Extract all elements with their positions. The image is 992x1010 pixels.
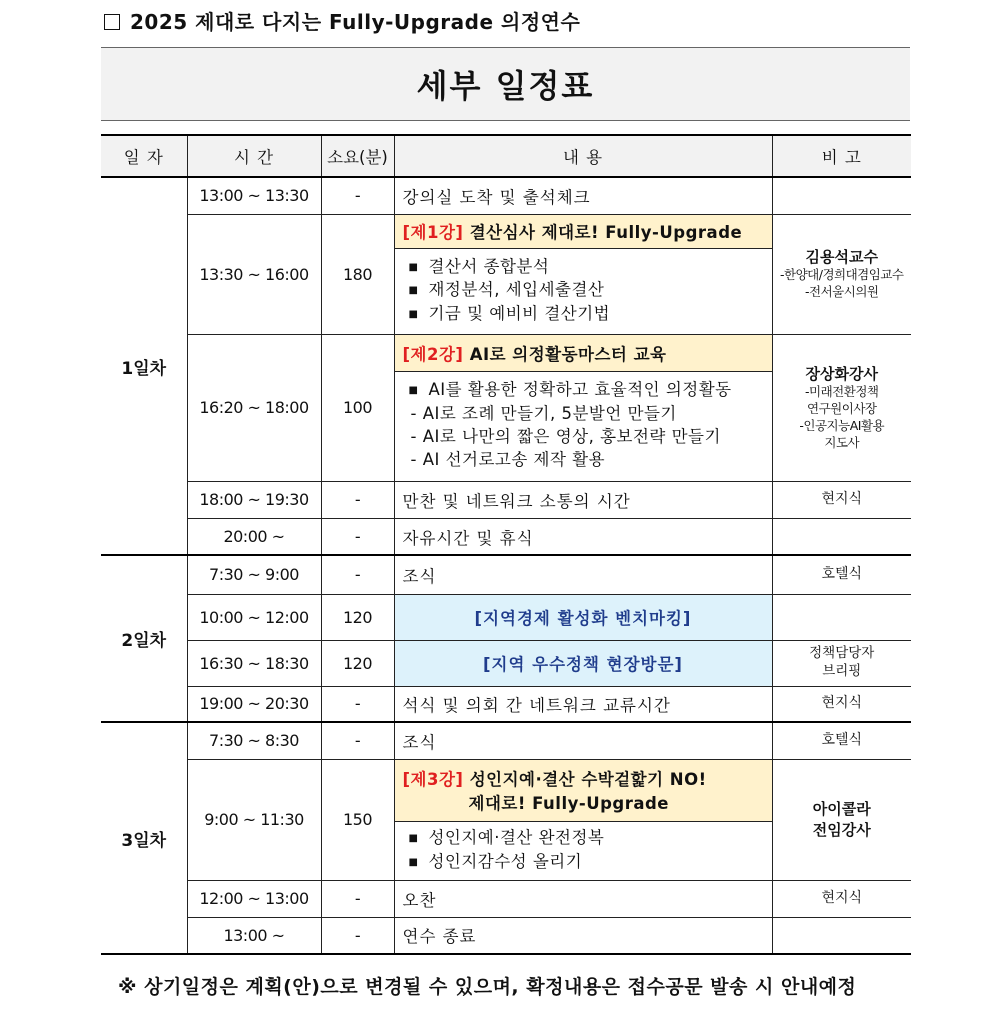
note-cell: 현지식 (772, 481, 911, 518)
note-cell (772, 177, 911, 214)
instructor-name: 김용석교수 (805, 248, 878, 266)
day-label: 2일차 (101, 555, 187, 722)
heading-text: 2025 제대로 다지는 Fully-Upgrade 의정연수 (130, 10, 581, 34)
time-cell: 13:30 ~ 16:00 (187, 214, 321, 334)
table-row (101, 880, 911, 917)
lecture-title-line2: 제대로! Fully-Upgrade (468, 794, 669, 813)
bullet-item: ■ AI를 활용한 정확하고 효율적인 의정활동 (409, 378, 764, 401)
time-cell: 7:30 ~ 9:00 (187, 555, 321, 594)
lecture-title (394, 759, 772, 821)
content-cell: 자유시간 및 휴식 (394, 518, 772, 555)
time-cell: 7:30 ~ 8:30 (187, 722, 321, 759)
content-cell: 오찬 (394, 880, 772, 917)
minutes-cell: - (321, 722, 394, 759)
minutes-cell: - (321, 917, 394, 954)
col-header-minutes: 소요(분) (321, 135, 394, 177)
table-row (101, 555, 911, 594)
title-band (101, 47, 910, 121)
table-row (101, 518, 911, 555)
lecture-title-text: 성인지예·결산 수박겉핥기 NO! (469, 770, 707, 789)
instructor-line: 아이콜라 (812, 800, 871, 819)
minutes-cell: 120 (321, 640, 394, 686)
table-row (101, 759, 911, 821)
content-cell: 조식 (394, 555, 772, 594)
note-line: 브리핑 (822, 663, 862, 679)
note-cell: 호텔식 (772, 722, 911, 759)
minutes-cell: - (321, 481, 394, 518)
lecture-title-text: AI로 의정활동마스터 교육 (469, 344, 667, 364)
instructor-detail: -인공지능AI활용 (799, 417, 885, 433)
instructor-note (772, 759, 911, 880)
page-title: 세부 일정표 (416, 67, 595, 105)
checkbox-icon (104, 14, 120, 30)
lecture-bullets (394, 821, 772, 880)
content-cell: 석식 및 의회 간 네트워크 교류시간 (394, 686, 772, 722)
minutes-cell: - (321, 177, 394, 214)
table-row (101, 594, 911, 640)
lecture-tag: [제3강] (402, 770, 464, 789)
minutes-cell: - (321, 518, 394, 555)
time-cell: 16:20 ~ 18:00 (187, 334, 321, 481)
time-cell: 10:00 ~ 12:00 (187, 594, 321, 640)
field-trip-cell: [지역경제 활성화 벤치마킹] (394, 594, 772, 640)
instructor-line: 전임강사 (812, 820, 871, 839)
bullet-item: ■ 성인지예·결산 완전정복 (409, 826, 764, 849)
document-heading (104, 6, 580, 35)
note-cell (772, 594, 911, 640)
bullet-item: ■ 재정분석, 세입세출결산 (409, 278, 764, 301)
content-cell: 강의실 도착 및 출석체크 (394, 177, 772, 214)
col-header-date: 일 자 (101, 135, 187, 177)
table-row (101, 722, 911, 759)
col-header-time: 시 간 (187, 135, 321, 177)
note-cell (772, 917, 911, 954)
time-cell: 12:00 ~ 13:00 (187, 880, 321, 917)
lecture-bullets (394, 248, 772, 334)
minutes-cell: 120 (321, 594, 394, 640)
minutes-cell: - (321, 686, 394, 722)
note-cell: 현지식 (772, 880, 911, 917)
time-cell: 16:30 ~ 18:30 (187, 640, 321, 686)
instructor-detail: -한양대/경희대겸임교수 (780, 267, 904, 283)
minutes-cell: 100 (321, 334, 394, 481)
day-label: 3일차 (101, 722, 187, 954)
note-line: 정책담당자 (809, 645, 875, 662)
content-cell: 조식 (394, 722, 772, 759)
time-cell: 20:00 ~ (187, 518, 321, 555)
col-header-content: 내 용 (394, 135, 772, 177)
time-cell: 13:00 ~ (187, 917, 321, 954)
bullet-item: ■ 결산서 종합분석 (409, 255, 764, 278)
lecture-title (394, 334, 772, 371)
table-row (101, 177, 911, 214)
field-trip-cell: [지역 우수정책 현장방문] (394, 640, 772, 686)
instructor-note (772, 214, 911, 334)
minutes-cell: - (321, 880, 394, 917)
dash-item: - AI로 조례 만들기, 5분발언 만들기 (410, 403, 677, 423)
lecture-tag: [제2강] (402, 344, 464, 364)
content-cell: 연수 종료 (394, 917, 772, 954)
time-cell: 9:00 ~ 11:30 (187, 759, 321, 880)
dash-item: - AI로 나만의 짧은 영상, 홍보전략 만들기 (410, 427, 721, 446)
instructor-detail: 연구원이사장 (807, 400, 877, 416)
table-header-row (101, 135, 911, 177)
table-row (101, 686, 911, 722)
lecture-title-text: 결산심사 제대로! Fully-Upgrade (469, 223, 743, 242)
table-row (101, 640, 911, 686)
instructor-detail: 지도사 (824, 434, 860, 450)
note-cell (772, 518, 911, 555)
content-cell: 만찬 및 네트워크 소통의 시간 (394, 481, 772, 518)
day-label: 1일차 (101, 177, 187, 555)
table-row (101, 917, 911, 954)
time-cell: 19:00 ~ 20:30 (187, 686, 321, 722)
lecture-bullets (394, 371, 772, 481)
minutes-cell: 180 (321, 214, 394, 334)
instructor-name: 장상화강사 (805, 364, 878, 383)
instructor-detail: -전서울시의원 (805, 284, 879, 300)
instructor-detail: -미래전환정책 (805, 383, 879, 399)
bullet-item: ■ 기금 및 예비비 결산기법 (409, 302, 764, 325)
briefing-note (772, 640, 911, 686)
minutes-cell: 150 (321, 759, 394, 880)
lecture-title (394, 214, 772, 248)
table-row (101, 214, 911, 248)
instructor-note (772, 334, 911, 481)
table-row (101, 481, 911, 518)
minutes-cell: - (321, 555, 394, 594)
note-cell: 호텔식 (772, 555, 911, 594)
time-cell: 13:00 ~ 13:30 (187, 177, 321, 214)
table-row (101, 334, 911, 371)
schedule-table (101, 134, 911, 955)
time-cell: 18:00 ~ 19:30 (187, 481, 321, 518)
col-header-note: 비 고 (772, 135, 911, 177)
footer-notice: ※ 상기일정은 계획(안)으로 변경될 수 있으며, 확정내용은 접수공문 발송 시 안내예정 (118, 976, 857, 998)
dash-item: - AI 선거로고송 제작 활용 (410, 450, 606, 470)
bullet-item: ■ 성인지감수성 올리기 (409, 850, 764, 873)
note-cell: 현지식 (772, 686, 911, 722)
lecture-tag: [제1강] (402, 223, 464, 242)
